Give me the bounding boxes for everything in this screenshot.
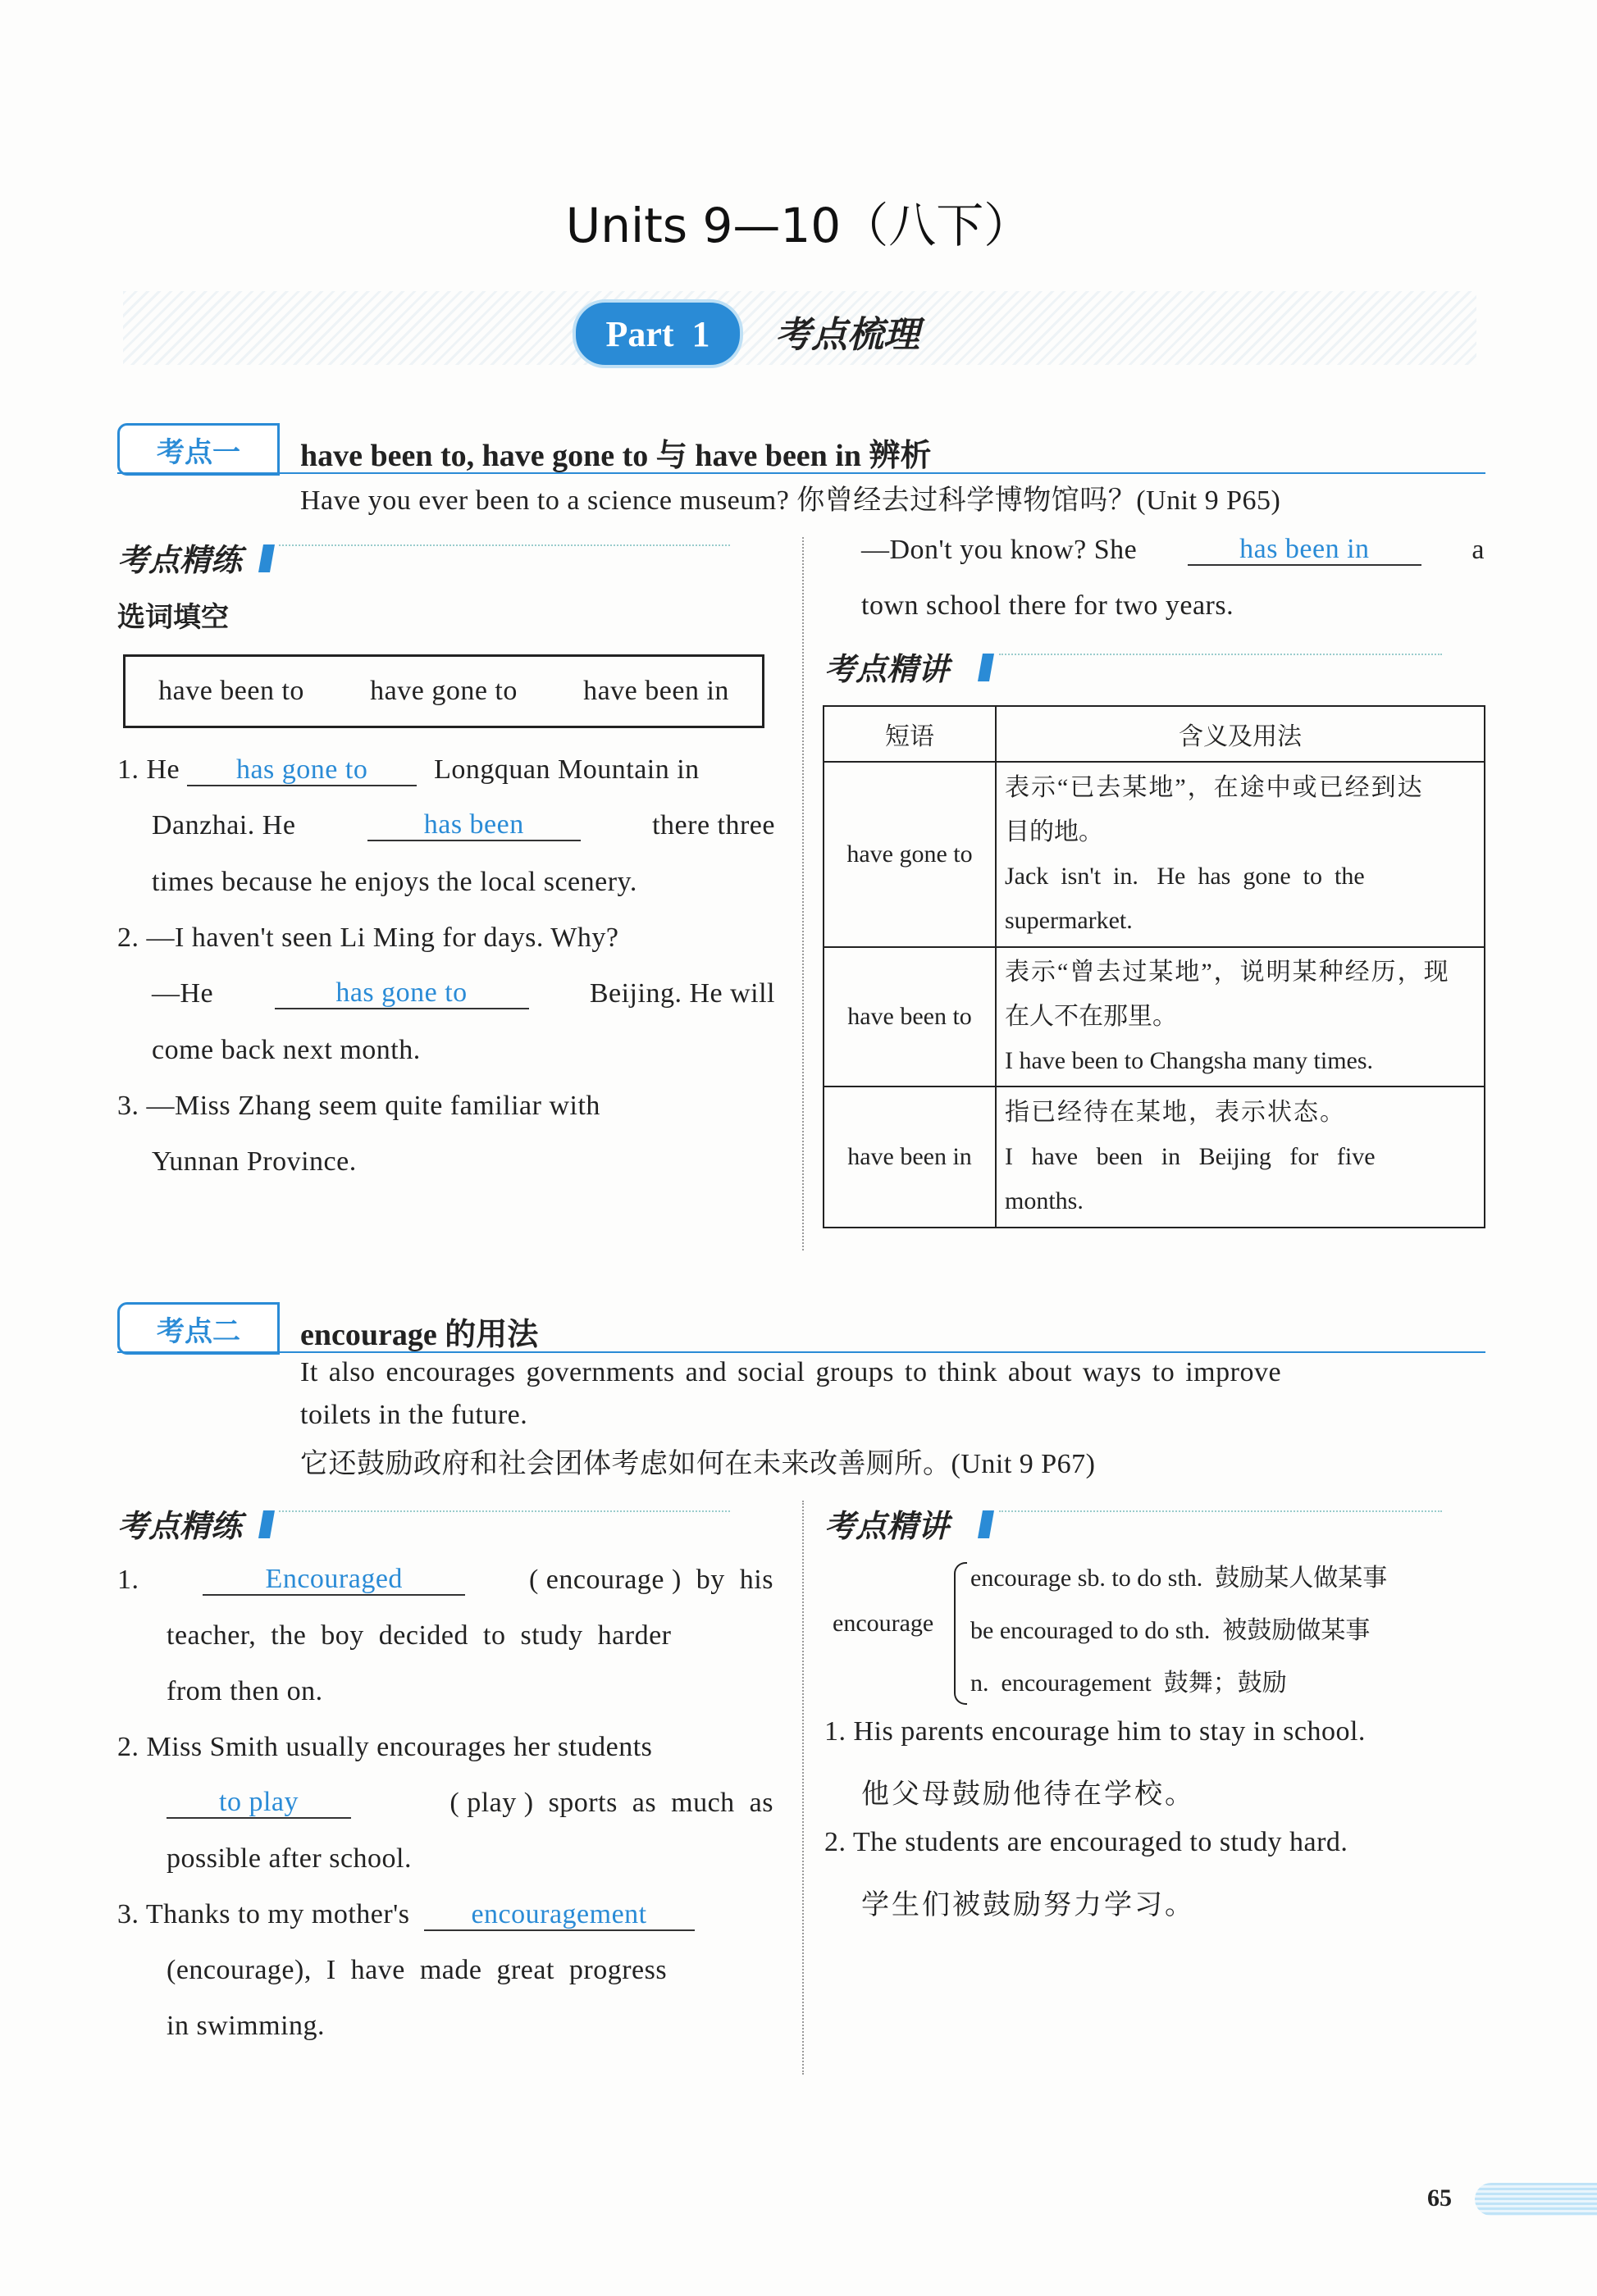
dotted-rule — [279, 1510, 730, 1512]
question-number: 1. — [117, 1565, 139, 1595]
question-number: 2. — [117, 922, 139, 953]
s2-q2-line3: possible after school. — [167, 1843, 412, 1874]
table-header: 短语 — [824, 706, 996, 762]
usage-table — [823, 705, 1485, 1228]
s1-q1-line2 — [152, 810, 775, 841]
s1-q3-line2: Yunnan Province. — [152, 1146, 357, 1177]
section2-example-en: It also encourages governments and social groups to think about ways to improve — [300, 1357, 1282, 1387]
part-badge — [573, 299, 743, 368]
usage-cn: 目的地。 — [1005, 818, 1103, 845]
usage-en: supermarket. — [1005, 907, 1133, 934]
diagram-branch: n. encouragement 鼓舞；鼓励 — [970, 1670, 1287, 1697]
section1-lecture-title: 考点精讲 — [824, 651, 950, 687]
section1-heading: have been to, have gone to 与 have been in 辨析 — [300, 439, 932, 473]
lecture-example-en: 1. His parents encourage him to stay in school. — [824, 1716, 1366, 1747]
section2-practice-title: 考点精练 — [117, 1508, 243, 1544]
s2-q2-line2 — [167, 1788, 773, 1819]
answer-blank: has been — [367, 810, 581, 841]
lecture-example-cn: 学生们被鼓励努力学习。 — [861, 1890, 1195, 1920]
text: —I haven't seen Li Ming for days. Why? — [146, 922, 619, 953]
s1-q2-line1 — [117, 922, 618, 954]
text: Longquan Mountain in — [434, 754, 700, 785]
table-row — [824, 947, 1485, 1086]
page-number: 65 — [1427, 2184, 1452, 2212]
dotted-rule — [999, 1510, 1442, 1512]
question-number: 2. — [117, 1732, 139, 1762]
diagram-branch: be encouraged to do sth. 被鼓励做某事 — [970, 1617, 1371, 1644]
section2-tag: 考点二 — [117, 1302, 280, 1355]
s2-q3-line3: in swimming. — [167, 2011, 326, 2041]
text: Thanks to my mother's — [145, 1899, 410, 1929]
s2-q3-line2: (encourage), I have made great progress — [167, 1955, 668, 1985]
answer-blank: has gone to — [275, 978, 529, 1009]
part-heading: 考点梳理 — [775, 314, 919, 356]
answer-blank: to play — [167, 1788, 351, 1819]
s2-q1-line3: from then on. — [167, 1676, 323, 1706]
brace-icon — [954, 1562, 967, 1705]
table-header: 含义及用法 — [996, 706, 1485, 762]
text: —He — [152, 978, 214, 1009]
text: ( encourage ) by his — [528, 1565, 773, 1595]
section2-lecture-title: 考点精讲 — [824, 1508, 950, 1544]
text: a — [1472, 535, 1485, 565]
text: Beijing. He will — [589, 978, 775, 1009]
lecture-example-en: 2. The students are encouraged to study hard. — [824, 1827, 1348, 1857]
lecture-marker-icon — [978, 654, 994, 681]
diagram-branch: encourage sb. to do sth. 鼓励某人做某事 — [970, 1565, 1388, 1592]
s2-q1-line2: teacher, the boy decided to study harder — [167, 1620, 672, 1651]
section1-practice-subtitle: 选词填空 — [117, 601, 229, 634]
text: Danzhai. He — [152, 810, 296, 840]
phrase-cell: have been to — [824, 947, 996, 1086]
answer-blank: Encouraged — [203, 1565, 465, 1596]
question-number: 3. — [117, 1899, 139, 1929]
answer-blank: has been in — [1188, 535, 1421, 566]
s2-q1-line1 — [117, 1565, 773, 1596]
usage-cn: 表示“曾去过某地”，说明某种经历，现 — [1005, 959, 1450, 986]
practice-marker-icon — [258, 544, 275, 572]
section2-heading: encourage 的用法 — [300, 1318, 539, 1352]
section1-tag: 考点一 — [117, 423, 280, 476]
lecture-example-cn: 他父母鼓励他待在学校。 — [861, 1779, 1195, 1810]
page-title: Units 9—10（八下） — [565, 198, 1032, 253]
part-word: Part — [605, 313, 674, 354]
part-number: 1 — [691, 313, 710, 354]
s1-q3-line4: town school there for two years. — [861, 590, 1234, 621]
lecture-marker-icon — [978, 1510, 994, 1538]
column-divider-2 — [802, 1501, 804, 2075]
text: He — [146, 754, 180, 785]
usage-cn: 在人不在那里。 — [1005, 1003, 1177, 1030]
text: Miss Smith usually encourages her students — [146, 1732, 653, 1762]
section1-example: Have you ever been to a science museum? 你曾经去过科学博物馆吗？(Unit 9 P65) — [300, 485, 1281, 516]
usage-cn: 表示“已去某地”，在途中或已经到达 — [1005, 774, 1424, 801]
s1-q1-line3: times because he enjoys the local scenery. — [152, 867, 637, 897]
s1-q2-line3: come back next month. — [152, 1035, 421, 1065]
practice-marker-icon — [258, 1510, 275, 1538]
word-option: have gone to — [370, 676, 518, 706]
s1-q1-line1 — [117, 754, 773, 786]
dotted-rule — [279, 544, 730, 546]
page-tab — [1475, 2183, 1597, 2216]
text: there three — [652, 810, 775, 840]
s1-q3-line1 — [117, 1091, 600, 1122]
s1-q2-line2 — [152, 978, 775, 1009]
answer-blank: encouragement — [424, 1900, 695, 1931]
text: —Don't you know? She — [861, 535, 1138, 565]
usage-en: Jack isn't in. He has gone to the — [1005, 863, 1365, 890]
word-box — [123, 654, 764, 728]
usage-cell — [996, 762, 1485, 947]
usage-en: I have been in Beijing for five — [1005, 1143, 1376, 1170]
question-number: 3. — [117, 1091, 139, 1121]
phrase-cell: have gone to — [824, 762, 996, 947]
column-divider-1 — [802, 537, 804, 1250]
diagram-root: encourage — [833, 1610, 934, 1637]
section2-example-en: toilets in the future. — [300, 1400, 528, 1430]
text: ( play ) sports as much as — [449, 1788, 773, 1818]
s2-q2-line1 — [117, 1732, 652, 1763]
question-number: 1. — [117, 754, 139, 785]
usage-cn: 指已经待在某地，表示状态。 — [1005, 1099, 1346, 1126]
encourage-diagram — [824, 1554, 1497, 1718]
table-row — [824, 1086, 1485, 1228]
usage-cell — [996, 947, 1485, 1086]
s2-q3-line1 — [117, 1899, 695, 1931]
answer-blank: has gone to — [187, 755, 417, 786]
usage-cell — [996, 1086, 1485, 1228]
phrase-cell: have been in — [824, 1086, 996, 1228]
word-option: have been to — [158, 676, 304, 706]
s1-q3-line3 — [861, 535, 1485, 566]
word-option: have been in — [583, 676, 729, 706]
dotted-rule — [999, 654, 1442, 655]
table-row — [824, 762, 1485, 947]
section1-practice-title: 考点精练 — [117, 542, 243, 578]
section2-example-cn: 它还鼓励政府和社会团体考虑如何在未来改善厕所。(Unit 9 P67) — [300, 1449, 1096, 1479]
usage-en: I have been to Changsha many times. — [1005, 1047, 1374, 1074]
text: —Miss Zhang seem quite familiar with — [146, 1091, 600, 1121]
usage-en: months. — [1005, 1187, 1084, 1214]
